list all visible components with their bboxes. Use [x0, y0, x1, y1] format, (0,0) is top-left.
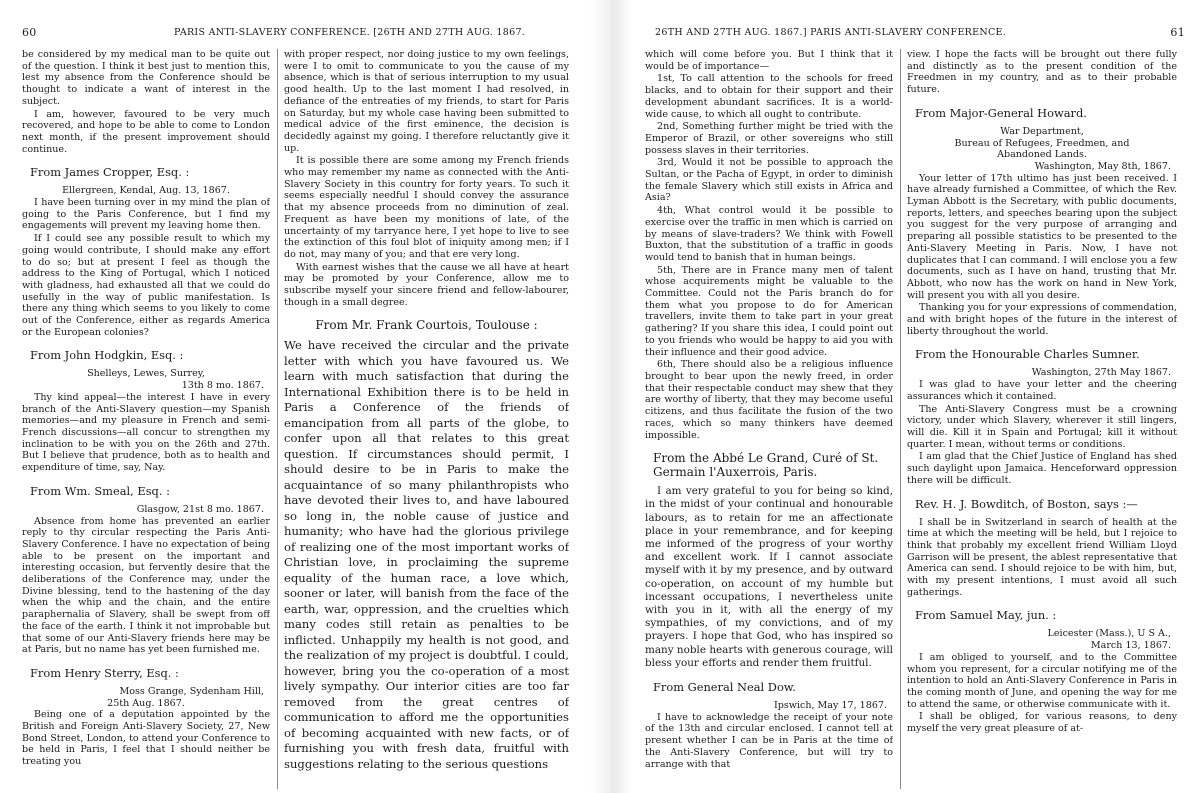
letter-address: War Department, — [1000, 125, 1084, 137]
running-title: 26TH AND 27TH AUG. 1867.] PARIS ANTI-SLAVERY CONFERENCE. — [655, 27, 1007, 38]
paragraph: Thanking you for your expressions of commendation, and with bright hopes of the future in the interest of liberty throughout the world. — [907, 302, 1177, 337]
paragraph: Absence from home has prevented an earlier reply to thy circular respecting the Paris Anti-Slavery Conference. I have no expectation of being able to be present on the important and interesting occasion, but fervently desire that the deliberations of the Conference may, under the Divine blessing, tend to the hastening of the day when the whip and the chain, and the entire paraphernalia of Slavery, shall be swept from off the face of the earth. I think it not improbable but that some of our Anti-Slavery friends here may be at Paris, but no name has yet been furnished me. — [22, 515, 270, 656]
paragraph: I was glad to have your letter and the cheering assurances which it contained. — [907, 379, 1177, 402]
running-head-right — [645, 27, 1200, 41]
column-rule — [900, 49, 901, 789]
letter-address: Glasgow, 21st 8 mo. 1867. — [136, 503, 264, 515]
paragraph: With earnest wishes that the cause we all have at heart may be promoted by your Conference, allow me to subscribe myself your sincere friend and fellow-labourer, though in a small degree. — [284, 261, 569, 308]
letter-address: March 13, 1867. — [1090, 640, 1171, 652]
letter-heading: From the Honourable Charles Sumner. — [915, 347, 1140, 362]
courtois-letter — [284, 318, 569, 772]
running-head-left — [22, 27, 577, 41]
letter-heading: From Wm. Smeal, Esq. : — [30, 483, 170, 498]
paragraph: I am obliged to yourself, and to the Committee whom you represent, for a circular notifying me of the intention to hold an Anti-Slavery Conference in Paris in the coming month of June, and opening the way for me to attend the same, or otherwise communicate with it. — [907, 651, 1177, 710]
letter-heading: From Major-General Howard. — [915, 105, 1087, 120]
paragraph: which will come before you. But I think that it would be of importance— — [645, 49, 893, 72]
paragraph: with proper respect, nor doing justice to my own feelings, were I to omit to communicate to you the cause of my absence, which is that of serious interruption to my usual good health. Up to the last moment I had resolved, in defiance of the entreaties of my friends, to start for Paris on Saturday, but my whole case having been submitted to medical advice of the first eminence, the decision is decidedly against my going. I therefore reluctantly give it up. — [284, 49, 569, 154]
paragraph: It is possible there are some among my French friends who may remember my name as connected with the Anti-Slavery Society in this country for forty years. To such it seems especially needful I should convey the assurance that my absence proceeds from no diminution of zeal. Frequent as have been my monitions of late, of the uncertainty of my tarryance here, I yet hope to live to see the extinction of this foul blot of iniquity among men; if I do not, may many of you; and that ere very long. — [284, 155, 569, 260]
paragraph: 3rd, Would it not be possible to approach the Sultan, or the Pacha of Egypt, in order to diminish the female Slavery which still exists in Africa and Asia? — [645, 157, 893, 204]
letter-heading: Rev. H. J. Bowditch, of Boston, says :— — [915, 496, 1138, 511]
letter-heading: From the Abbé Le Grand, Curé of St. Germain l'Auxerrois, Paris. — [653, 451, 879, 480]
paragraph: I shall be in Switzerland in search of health at the time at which the meeting will be held, but I rejoice to think that probably my excellent friend William Lloyd Garrison will be present, the ablest representative that America can send. I should rejoice to be with him, but, with my present intentions, I must avoid all such gatherings. — [907, 516, 1177, 598]
column-rule — [277, 49, 278, 789]
letter-heading: From Samuel May, jun. : — [915, 608, 1057, 623]
paragraph: I have been turning over in my mind the plan of going to the Paris Conference, but I find my engagements will prevent my leaving home then. — [22, 197, 270, 232]
paragraph: If I could see any possible result to which my going would contribute, I should make any effort to do so; but at present I feel as though the address to the King of Portugal, which I noticed with gladness, had exhausted all that we could do usefully in the way of public manifestation. Is there any thing which seems to you likely to come out of the Conference, either as regards America or the European colonies? — [22, 233, 270, 338]
left-column-1 — [22, 49, 270, 789]
letter-address: Leicester (Mass.), U S A., — [1047, 628, 1171, 640]
paragraph: 1st, To call attention to the schools for freed blacks, and to obtain for their support and their development abundant sacrifices. It is a world-wide cause, to which all ought to contribute. — [645, 73, 893, 120]
paragraph: view. I hope the facts will be brought out there fully and distinctly as to the present condition of the Freedmen in my country, and as to their probable future. — [907, 49, 1177, 96]
paragraph: be considered by my medical man to be quite out of the question. I think it best just to mention this, lest my absence from the Conference should be thought to indicate a want of interest in the subject. — [22, 49, 270, 107]
letter-heading: From James Cropper, Esq. : — [30, 165, 190, 180]
left-page — [22, 0, 577, 793]
letter-heading: From General Neal Dow. — [653, 680, 796, 695]
letter-address: Washington, May 8th, 1867. — [1034, 160, 1171, 172]
paragraph: The Anti-Slavery Congress must be a crowning victory, under which Slavery, wherever it still lingers, will die. Kill it in Spain and Portugal; kill it without quarter. I mean, without terms or conditions. — [907, 403, 1177, 450]
left-column-2 — [284, 49, 569, 789]
paragraph: Your letter of 17th ultimo has just been received. I have already furnished a Committee, of which the Rev. Lyman Abbott is the Secretary, with public documents, reports, letters, and speeches bearing upon the subject you suggest for the very purpose of arranging and preparing all possible statistics to be presented to the Anti-Slavery Meeting in Paris. Now, I have not duplicates that I can command. I will enclose you a few documents, such as I have on hand, trusting that Mr. Abbott, who now has the work on hand in New York, will present you with all you desire. — [907, 172, 1177, 301]
page-number: 61 — [1170, 26, 1185, 39]
paragraph: I have to acknowledge the receipt of your note of the 13th and circular enclosed. I cannot tell at present whether I can be in Paris at the time of the Anti-Slavery Conference, but will try to arrange with that — [645, 711, 893, 770]
letter-address: Bureau of Refugees, Freedmen, and — [954, 137, 1130, 149]
paragraph: I am very grateful to you for being so kind, in the midst of your continual and honourable labours, as to retain for me an affectionate place in your remembrance, and for keeping me informed of the progress of your worthy and excellent work. If I cannot associate myself with it by my presence, and by outward co-operation, on account of my humble but incessant occupations, I nevertheless unite with you in it, with all the energy of my sympathies, of my convictions, and of my prayers. I hope that God, who has inspired so many noble hearts with generous courage, will bless your efforts and render them fruitful. — [645, 485, 893, 669]
letter-address: 13th 8 mo. 1867. — [181, 380, 264, 392]
paragraph: 4th, What control would it be possible to exercise over the traffic in men which is carried on by means of slave-traders? We think with Fowell Buxton, that the substitution of a traffic in goods would tend to banish that in human beings. — [645, 205, 893, 263]
letter-address: Ipswich, May 17, 1867. — [773, 700, 887, 712]
letter-address: Moss Grange, Sydenham Hill, — [119, 685, 264, 697]
letter-address: Ellergreen, Kendal, Aug. 13, 1867. — [62, 185, 230, 197]
letter-address: Washington, 27th May 1867. — [1031, 367, 1171, 379]
paragraph: I shall be obliged, for various reasons, to deny myself the very great pleasure of at- — [907, 711, 1177, 735]
legrand-letter — [645, 451, 893, 670]
letter-heading: From John Hodgkin, Esq. : — [30, 348, 184, 363]
right-page — [645, 0, 1200, 793]
paragraph: 5th, There are in France many men of talent whose acquirements might be valuable to the Committee. Could not the Paris branch do for them what you propose to do for American travellers, invite them to take part in your great gathering? If you share this idea, I could point out to you friends who would be happy to aid you with their influence and their good advice. — [645, 264, 893, 358]
letter-heading: From Mr. Frank Courtois, Toulouse : — [315, 318, 538, 333]
book-gutter — [590, 0, 632, 793]
paragraph: 2nd, Something further might be tried with the Emperor of Brazil, or other sovereigns who still possess slaves in their territories. — [645, 121, 893, 156]
paragraph: 6th, There should also be a religious influence brought to bear upon the newly freed, in order that their respectable conduct may shew that they are worthy of liberty, that they may become useful citizens, and thus facilitate the fusion of the two races, which so many thinkers have deemed impossible. — [645, 359, 893, 441]
letter-address: Abandoned Lands. — [997, 149, 1087, 161]
paragraph: Thy kind appeal—the interest I have in every branch of the Anti-Slavery question—my Spanish memories—and my pleasure in French and semi-French discussions—all concur to strengthen my inclination to be with you on the 26th and 27th. But I believe that prudence, both as to health and expenditure of time, say, Nay. — [22, 391, 270, 474]
paragraph: I am glad that the Chief Justice of England has shed such daylight upon Jamaica. Henceforward oppression there will be difficult. — [907, 451, 1177, 486]
letter-address: 25th Aug. 1867. — [107, 697, 185, 709]
right-column-2 — [907, 49, 1177, 789]
paragraph: I am, however, favoured to be very much recovered, and hope to be able to come to London next month, if the present improvement should continue. — [22, 108, 270, 155]
page-number: 60 — [22, 26, 37, 39]
right-column-1 — [645, 49, 893, 789]
letter-address: Shelleys, Lewes, Surrey, — [87, 368, 205, 380]
letter-heading: From Henry Sterry, Esq. : — [30, 665, 179, 680]
paragraph: We have received the circular and the private letter with which you have favoured us. We learn with much satisfaction that during the International Exhibition there is to be held in Paris a Conference of the friends of emancipation from all parts of the globe, to confer upon all that relates to this great question. If circumstances should permit, I should desire to be in Paris to make the acquaintance of so many philanthropists who have devoted their lives to, and have laboured so long in, the noble cause of justice and humanity; who have had the glorious privilege of realizing one of the most important works of Christian love, in proclaiming the supreme equality of the human race, a love which, sooner or later, will banish from the face of the earth, war, oppression, and the cruelties which many codes still retain as penalties to be inflicted. Unhappily my health is not good, and the realization of my project is doubtful. I could, however, bring you the co-operation of a most lively sympathy. Our interior cities are too far removed from the great centres of communication to afford me the opportunities of becoming acquainted with new facts, or of furnishing you with fresh data, fruitful with suggestions relating to the serious questions — [284, 338, 569, 771]
running-title: PARIS ANTI-SLAVERY CONFERENCE. [26TH AND 27TH AUG. 1867. — [174, 27, 526, 38]
paragraph: Being one of a deputation appointed by the British and Foreign Anti-Slavery Society, 27, New Bond Street, London, to attend your Conference to be held in Paris, I feel that I should neither be treating you — [22, 709, 270, 768]
